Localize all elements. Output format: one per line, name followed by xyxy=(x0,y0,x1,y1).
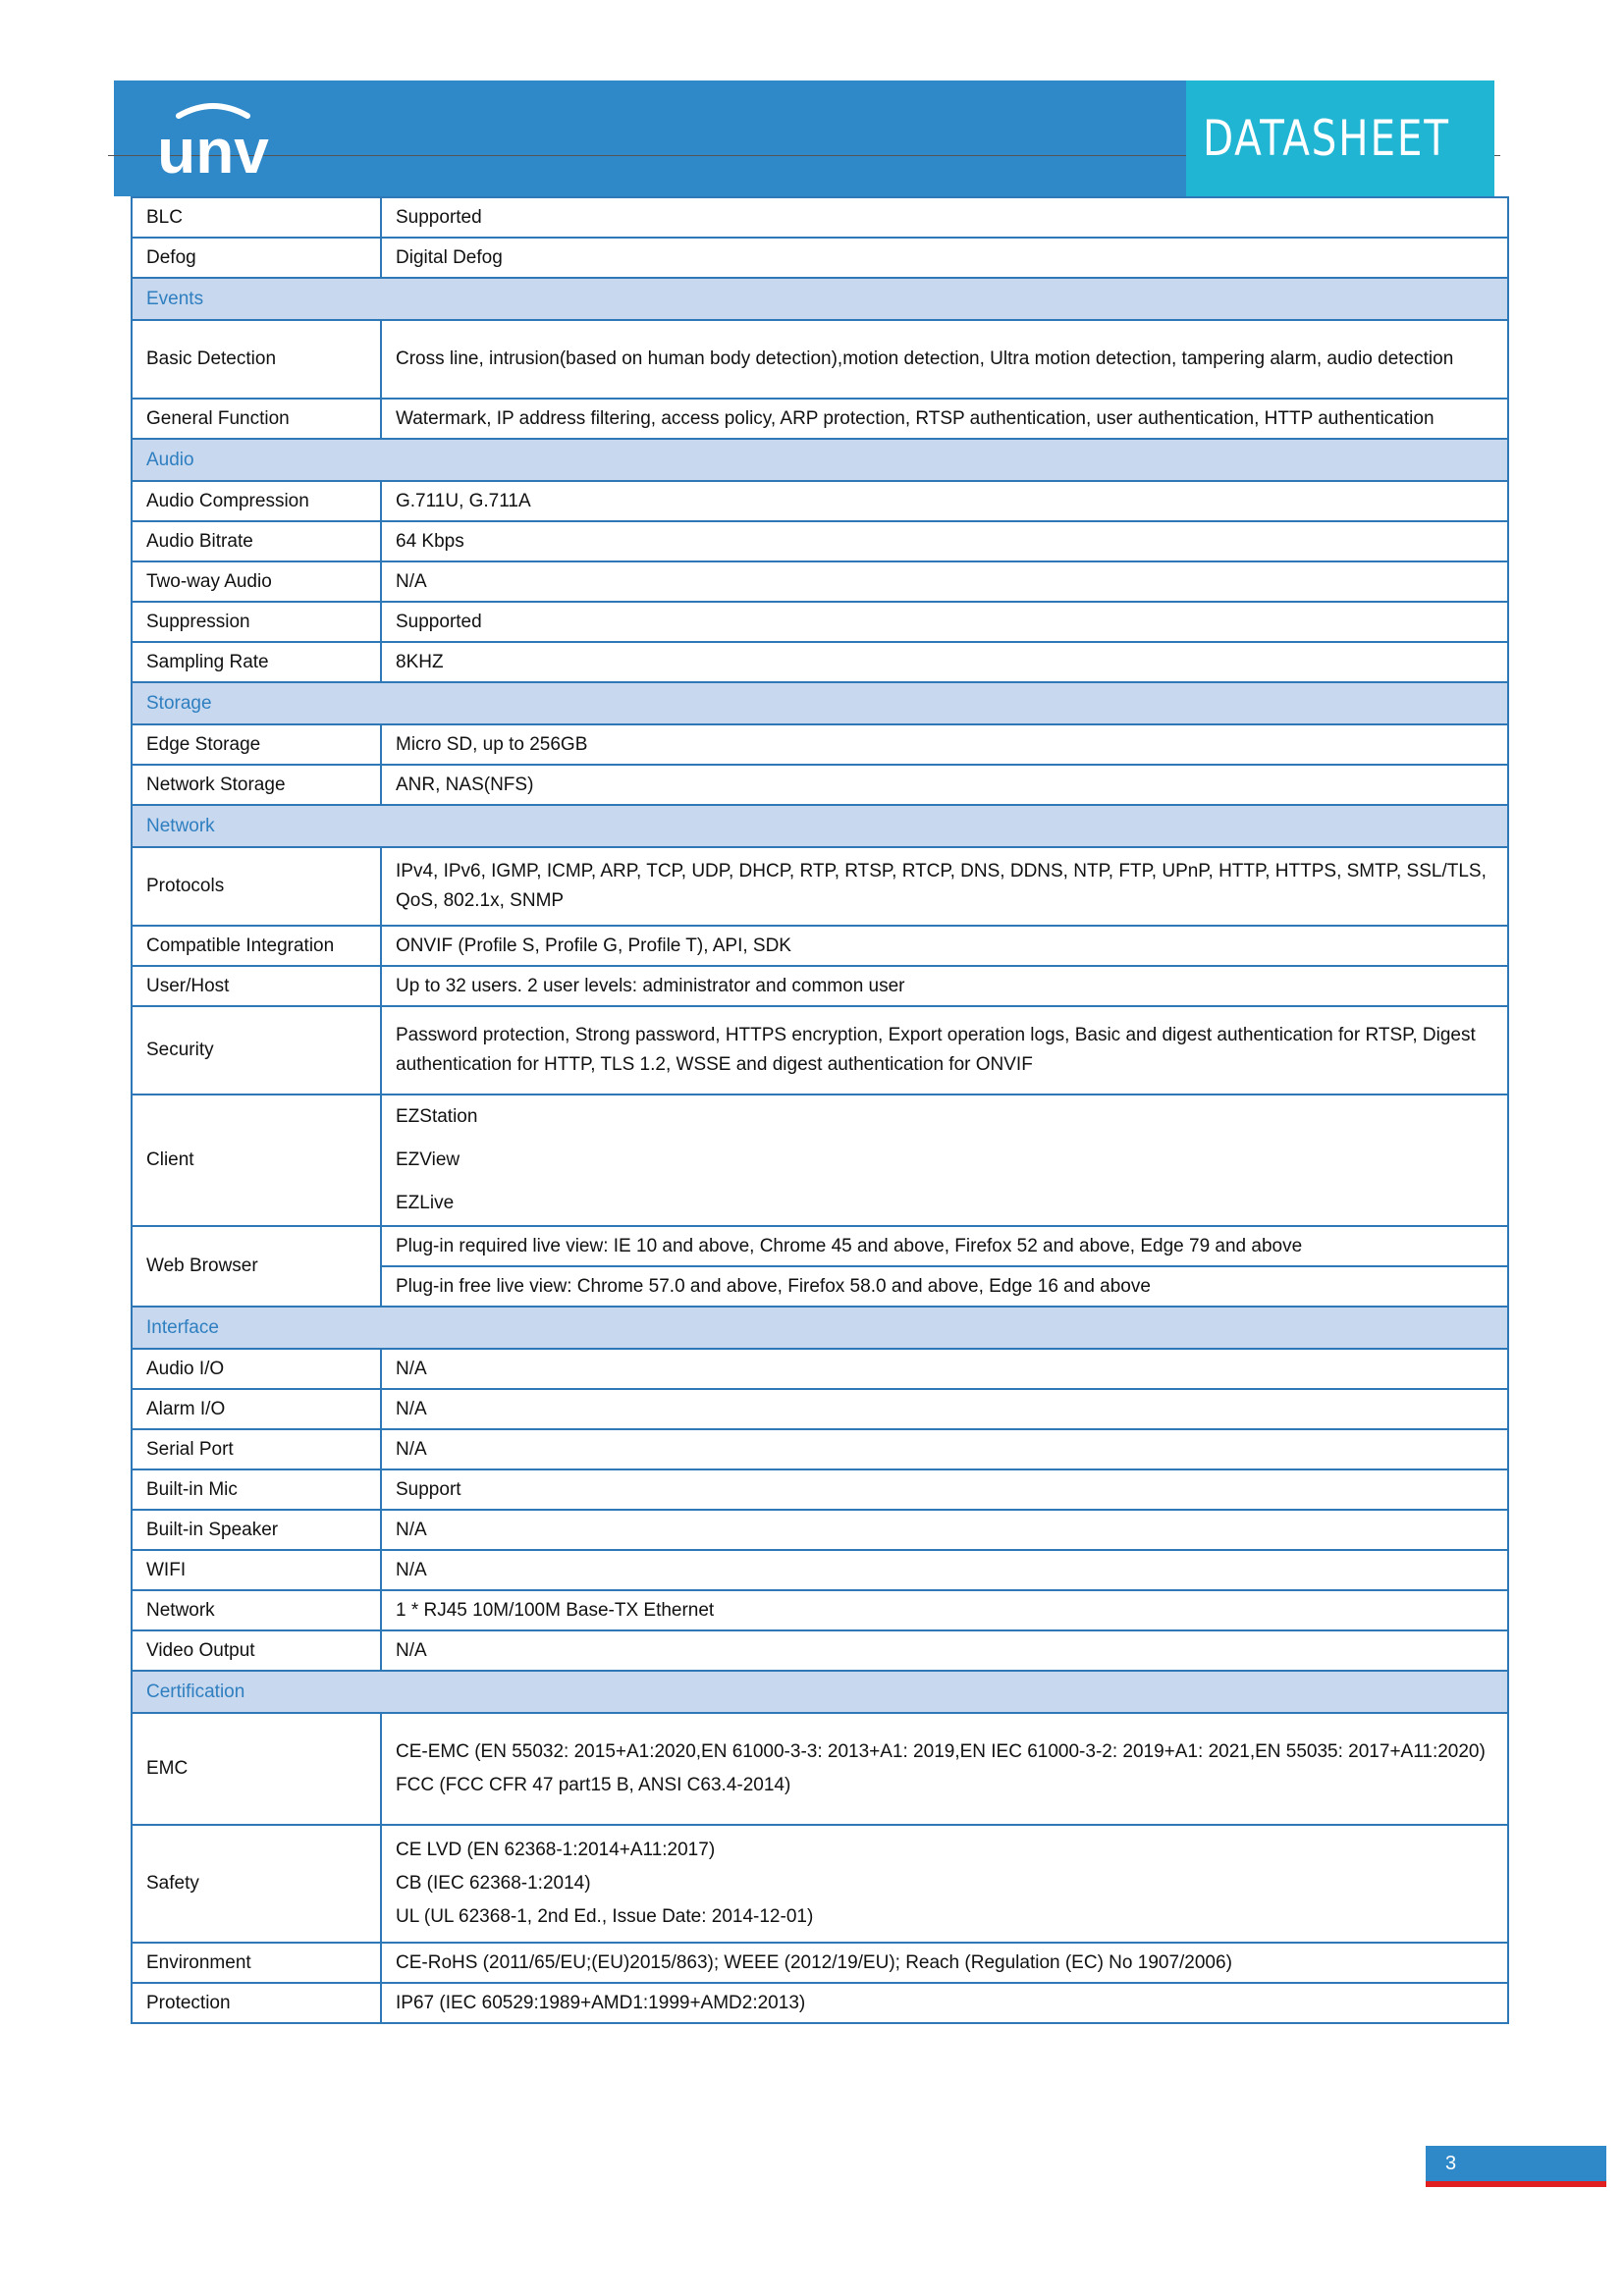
spec-label: Basic Detection xyxy=(132,320,381,399)
spec-value-line: ANR, NAS(NFS) xyxy=(396,774,534,795)
spec-value-line: N/A xyxy=(396,1358,427,1379)
spec-label: Serial Port xyxy=(132,1429,381,1469)
spec-table xyxy=(131,196,1509,2024)
spec-value-line: IP67 (IEC 60529:1989+AMD1:1999+AMD2:2013) xyxy=(396,1992,806,2013)
spec-row xyxy=(132,1825,1508,1943)
spec-label: Suppression xyxy=(132,602,381,642)
spec-label: BLC xyxy=(132,197,381,238)
spec-label: Network xyxy=(132,1590,381,1630)
spec-value xyxy=(381,1469,1508,1510)
spec-value xyxy=(381,320,1508,399)
spec-value xyxy=(381,765,1508,805)
spec-value xyxy=(381,1389,1508,1429)
spec-label: Protocols xyxy=(132,847,381,926)
spec-label: Built-in Mic xyxy=(132,1469,381,1510)
spec-row xyxy=(132,724,1508,765)
spec-value-line: UL (UL 62368-1, 2nd Ed., Issue Date: 2014-12-01) xyxy=(396,1906,814,1927)
section-events xyxy=(132,278,1508,320)
spec-row xyxy=(132,1429,1508,1469)
page-number-text: 3 xyxy=(1445,2152,1457,2174)
spec-value-line: CE-EMC (EN 55032: 2015+A1:2020,EN 61000-3-3: 2013+A1: 2019,EN IEC 61000-3-2: 2019+A1: 2021,EN 55035: 2017+A11:2020) xyxy=(396,1741,1486,1762)
spec-value xyxy=(381,1095,1508,1226)
spec-label: User/Host xyxy=(132,966,381,1006)
spec-row xyxy=(132,642,1508,682)
spec-value: Plug-in required live view: IE 10 and above, Chrome 45 and above, Firefox 52 and above, Edge 79 and above xyxy=(381,1226,1508,1266)
spec-value-line: Cross line, intrusion(based on human body detection),motion detection, Ultra motion detection, tampering alarm, audio detection xyxy=(396,348,1454,369)
spec-row xyxy=(132,1550,1508,1590)
unv-logo xyxy=(139,94,287,183)
section-heading: Audio xyxy=(132,439,1508,481)
spec-value-line: EZLive xyxy=(396,1193,455,1213)
spec-row xyxy=(132,561,1508,602)
spec-value xyxy=(381,847,1508,926)
spec-value-line: Support xyxy=(396,1478,461,1500)
spec-row xyxy=(132,1226,1508,1266)
spec-value xyxy=(381,1590,1508,1630)
spec-value-line: 1 * RJ45 10M/100M Base-TX Ethernet xyxy=(396,1599,715,1621)
spec-value xyxy=(381,561,1508,602)
spec-value-line: EZView xyxy=(396,1149,460,1170)
spec-label: General Function xyxy=(132,399,381,439)
spec-value xyxy=(381,1943,1508,1983)
spec-value-line: Password protection, Strong password, HTTPS encryption, Export operation logs, Basic and digest authentication for RTSP, Digest authentication for HTTP, TLS 1.2, WSSE and digest authentication for ONVIF xyxy=(396,1025,1476,1075)
spec-value-line: CB (IEC 62368-1:2014) xyxy=(396,1873,591,1894)
spec-value xyxy=(381,724,1508,765)
spec-value xyxy=(381,1349,1508,1389)
spec-value xyxy=(381,1630,1508,1671)
spec-row xyxy=(132,1983,1508,2023)
spec-value xyxy=(381,521,1508,561)
spec-label: Built-in Speaker xyxy=(132,1510,381,1550)
spec-value-line: N/A xyxy=(396,570,427,592)
spec-label: Audio Bitrate xyxy=(132,521,381,561)
spec-value-line: Supported xyxy=(396,611,482,632)
section-heading: Network xyxy=(132,805,1508,847)
spec-value xyxy=(381,399,1508,439)
spec-row xyxy=(132,602,1508,642)
spec-value xyxy=(381,1825,1508,1943)
spec-value-line: Micro SD, up to 256GB xyxy=(396,733,588,755)
spec-row xyxy=(132,847,1508,926)
spec-value xyxy=(381,1510,1508,1550)
spec-value-line: CE-RoHS (2011/65/EU;(EU)2015/863); WEEE (2012/19/EU); Reach (Regulation (EC) No 1907/2006) xyxy=(396,1951,1232,1973)
spec-value-line: N/A xyxy=(396,1438,427,1460)
spec-label: Defog xyxy=(132,238,381,278)
spec-row xyxy=(132,238,1508,278)
spec-value-line: CE LVD (EN 62368-1:2014+A11:2017) xyxy=(396,1840,716,1860)
spec-label: WIFI xyxy=(132,1550,381,1590)
spec-value-line: N/A xyxy=(396,1519,427,1540)
spec-row xyxy=(132,1095,1508,1226)
spec-row xyxy=(132,1590,1508,1630)
spec-value xyxy=(381,966,1508,1006)
spec-value-line: 64 Kbps xyxy=(396,530,464,552)
spec-value xyxy=(381,642,1508,682)
spec-value xyxy=(381,1429,1508,1469)
section-audio xyxy=(132,439,1508,481)
spec-row xyxy=(132,1943,1508,1983)
spec-row xyxy=(132,1630,1508,1671)
spec-value-line: EZStation xyxy=(396,1106,478,1127)
section-interface xyxy=(132,1307,1508,1349)
section-heading: Storage xyxy=(132,682,1508,724)
spec-row xyxy=(132,399,1508,439)
spec-label: Client xyxy=(132,1095,381,1226)
spec-row xyxy=(132,481,1508,521)
spec-label: Security xyxy=(132,1006,381,1095)
spec-row xyxy=(132,1713,1508,1825)
spec-value xyxy=(381,926,1508,966)
spec-value xyxy=(381,197,1508,238)
spec-label: Compatible Integration xyxy=(132,926,381,966)
spec-value xyxy=(381,1713,1508,1825)
spec-label: Safety xyxy=(132,1825,381,1943)
section-storage xyxy=(132,682,1508,724)
spec-value-line: Supported xyxy=(396,206,482,228)
logo-text: unv xyxy=(157,116,269,183)
spec-label: Audio Compression xyxy=(132,481,381,521)
page-number xyxy=(1426,2146,1606,2181)
section-network xyxy=(132,805,1508,847)
spec-row xyxy=(132,197,1508,238)
spec-value xyxy=(381,1550,1508,1590)
spec-row xyxy=(132,1006,1508,1095)
spec-value-line: IPv4, IPv6, IGMP, ICMP, ARP, TCP, UDP, DHCP, RTP, RTSP, RTCP, DNS, DDNS, NTP, FTP, UPnP, HTTP, HTTPS, SMTP, SSL/TLS, QoS, 802.1x, SNMP xyxy=(396,861,1487,911)
spec-label: Environment xyxy=(132,1943,381,1983)
spec-value-line: Up to 32 users. 2 user levels: administrator and common user xyxy=(396,975,905,996)
datasheet-label: DATASHEET xyxy=(1203,110,1450,167)
spec-value-line: G.711U, G.711A xyxy=(396,490,531,511)
spec-value: Plug-in free live view: Chrome 57.0 and above, Firefox 58.0 and above, Edge 16 and above xyxy=(381,1266,1508,1307)
spec-row xyxy=(132,521,1508,561)
spec-row xyxy=(132,765,1508,805)
section-certification xyxy=(132,1671,1508,1713)
spec-value-line: ONVIF (Profile S, Profile G, Profile T), API, SDK xyxy=(396,934,791,956)
spec-label: EMC xyxy=(132,1713,381,1825)
spec-label: Alarm I/O xyxy=(132,1389,381,1429)
spec-value-line: 8KHZ xyxy=(396,651,444,672)
spec-value-line: N/A xyxy=(396,1559,427,1580)
spec-row xyxy=(132,1389,1508,1429)
section-heading: Interface xyxy=(132,1307,1508,1349)
page-number-underline xyxy=(1426,2181,1606,2187)
spec-value-line: Watermark, IP address filtering, access policy, ARP protection, RTSP authentication, user authentication, HTTP authentication xyxy=(396,407,1435,429)
spec-value xyxy=(381,481,1508,521)
spec-row xyxy=(132,1469,1508,1510)
spec-label: Protection xyxy=(132,1983,381,2023)
spec-value-line: Digital Defog xyxy=(396,246,503,268)
spec-value-line: N/A xyxy=(396,1398,427,1419)
spec-label: Two-way Audio xyxy=(132,561,381,602)
spec-row xyxy=(132,1349,1508,1389)
spec-label: Sampling Rate xyxy=(132,642,381,682)
spec-row xyxy=(132,1510,1508,1550)
spec-label: Edge Storage xyxy=(132,724,381,765)
spec-label: Audio I/O xyxy=(132,1349,381,1389)
spec-label: Video Output xyxy=(132,1630,381,1671)
datasheet-badge xyxy=(1186,80,1494,196)
spec-value xyxy=(381,602,1508,642)
spec-value xyxy=(381,1983,1508,2023)
section-heading: Events xyxy=(132,278,1508,320)
spec-value xyxy=(381,238,1508,278)
spec-row xyxy=(132,320,1508,399)
spec-value-line: N/A xyxy=(396,1639,427,1661)
spec-row xyxy=(132,926,1508,966)
section-heading: Certification xyxy=(132,1671,1508,1713)
spec-row xyxy=(132,966,1508,1006)
spec-value-line: FCC (FCC CFR 47 part15 B, ANSI C63.4-2014) xyxy=(396,1775,791,1795)
spec-value xyxy=(381,1006,1508,1095)
spec-label: Web Browser xyxy=(132,1226,381,1307)
spec-label: Network Storage xyxy=(132,765,381,805)
